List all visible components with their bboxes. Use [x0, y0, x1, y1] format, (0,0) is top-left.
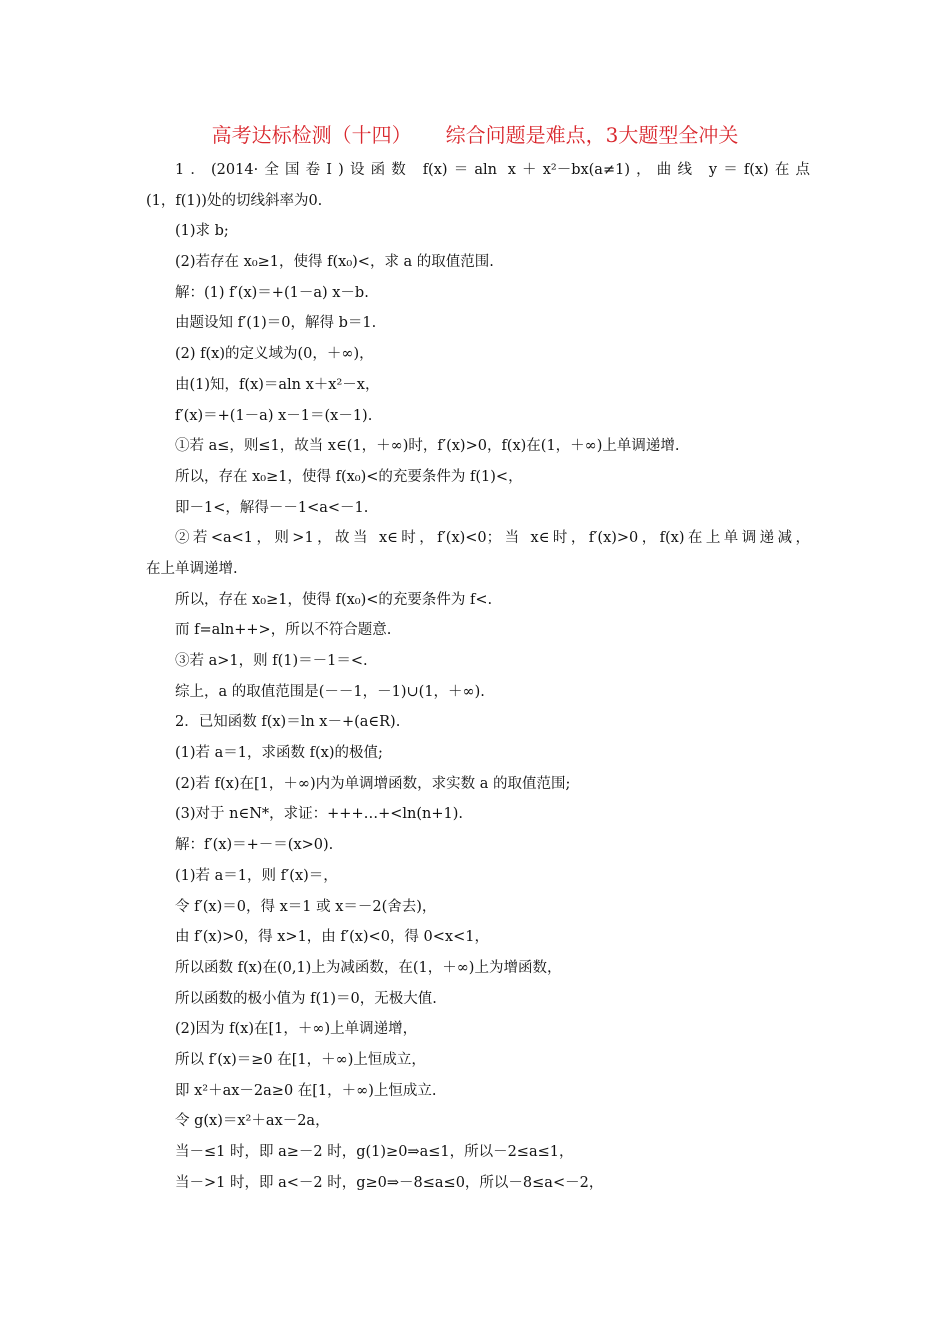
text-line: 所以，存在 x₀≥1，使得 f(x₀)<的充要条件为 f(1)<，: [175, 468, 523, 485]
text-line: (2)若 f(x)在[1，＋∞)内为单调增函数，求实数 a 的取值范围;: [175, 775, 571, 792]
text-line: 所以，存在 x₀≥1，使得 f(x₀)<的充要条件为 f<.: [175, 591, 493, 608]
text-line: 由 f′(x)>0，得 x>1，由 f′(x)<0，得 0<x<1，: [175, 929, 489, 946]
text-line: ②若<a<1，则>1，故当 x∈时，f′(x)<0；当 x∈时，f′(x)>0，f(x)在上单调递减，: [175, 530, 810, 547]
title-main: 高考达标检测（十四）: [211, 123, 412, 147]
text-line: 由题设知 f′(1)＝0，解得 b＝1.: [175, 315, 377, 332]
text-line: 所以函数的极小值为 f(1)＝0，无极大值.: [175, 990, 437, 1007]
page-title: [0, 121, 950, 149]
text-line: 令 g(x)＝x²＋ax－2a，: [175, 1113, 330, 1130]
text-line: ①若 a≤，则≤1，故当 x∈(1，＋∞)时，f′(x)>0，f(x)在(1，＋∞)上单调递增.: [175, 438, 680, 455]
text-line: 而 f=aln++>，所以不符合题意.: [175, 622, 392, 639]
text-line: 解：f′(x)＝+－＝(x>0).: [175, 837, 334, 854]
text-line: 即－1<，解得－－1<a<－1.: [175, 499, 369, 516]
text-line: 所以函数 f(x)在(0,1)上为减函数，在(1，＋∞)上为增函数，: [175, 959, 562, 976]
text-line: ③若 a>1，则 f(1)＝－1＝<.: [175, 653, 368, 669]
text-line: 令 f′(x)＝0，得 x＝1 或 x＝－2(舍去)，: [175, 898, 437, 915]
document-body: [146, 155, 810, 1198]
text-line: 由(1)知，f(x)＝aln x＋x²－x，: [175, 376, 380, 393]
text-line: 所以 f′(x)＝≥0 在[1，＋∞)上恒成立，: [175, 1051, 426, 1068]
text-line: (3)对于 n∈N*，求证：+++…+<ln(n+1).: [175, 806, 464, 823]
title-subtitle: 综合问题是难点，3大题型全冲关: [445, 123, 739, 147]
text-line: 2．已知函数 f(x)＝ln x－+(a∈R).: [175, 714, 401, 731]
text-line: (2)因为 f(x)在[1，＋∞)上单调递增，: [175, 1021, 418, 1038]
text-line: (1)若 a＝1，求函数 f(x)的极值;: [175, 745, 383, 762]
text-line: (1)求 b;: [175, 223, 229, 240]
text-line: (2) f(x)的定义域为(0，＋∞)，: [175, 346, 374, 363]
text-line: 综上，a 的取值范围是(－－1，－1)∪(1，＋∞).: [175, 683, 485, 700]
text-line: f′(x)＝+(1－a) x－1＝(x－1).: [175, 407, 373, 424]
text-line: 解：(1) f′(x)＝+(1－a) x－b.: [175, 284, 369, 301]
text-line: (1)若 a＝1，则 f′(x)＝，: [175, 867, 338, 884]
text-line: 在上单调递增.: [146, 560, 238, 577]
text-line: (1，f(1))处的切线斜率为0.: [146, 192, 323, 209]
text-line: 当－≤1 时，即 a≥－2 时，g(1)≥0⇒a≤1，所以－2≤a≤1，: [175, 1144, 574, 1160]
text-line: 当－>1 时，即 a<－2 时，g≥0⇒－8≤a≤0，所以－8≤a<－2，: [175, 1174, 604, 1191]
text-line: 即 x²＋ax－2a≥0 在[1，＋∞)上恒成立.: [175, 1082, 437, 1099]
text-line: 1．(2014·全国卷Ⅰ)设函数 f(x)＝aln x＋x²－bx(a≠1)，曲线 y＝f(x)在点: [175, 162, 810, 178]
text-line: (2)若存在 x₀≥1，使得 f(x₀)<，求 a 的取值范围.: [175, 254, 494, 271]
